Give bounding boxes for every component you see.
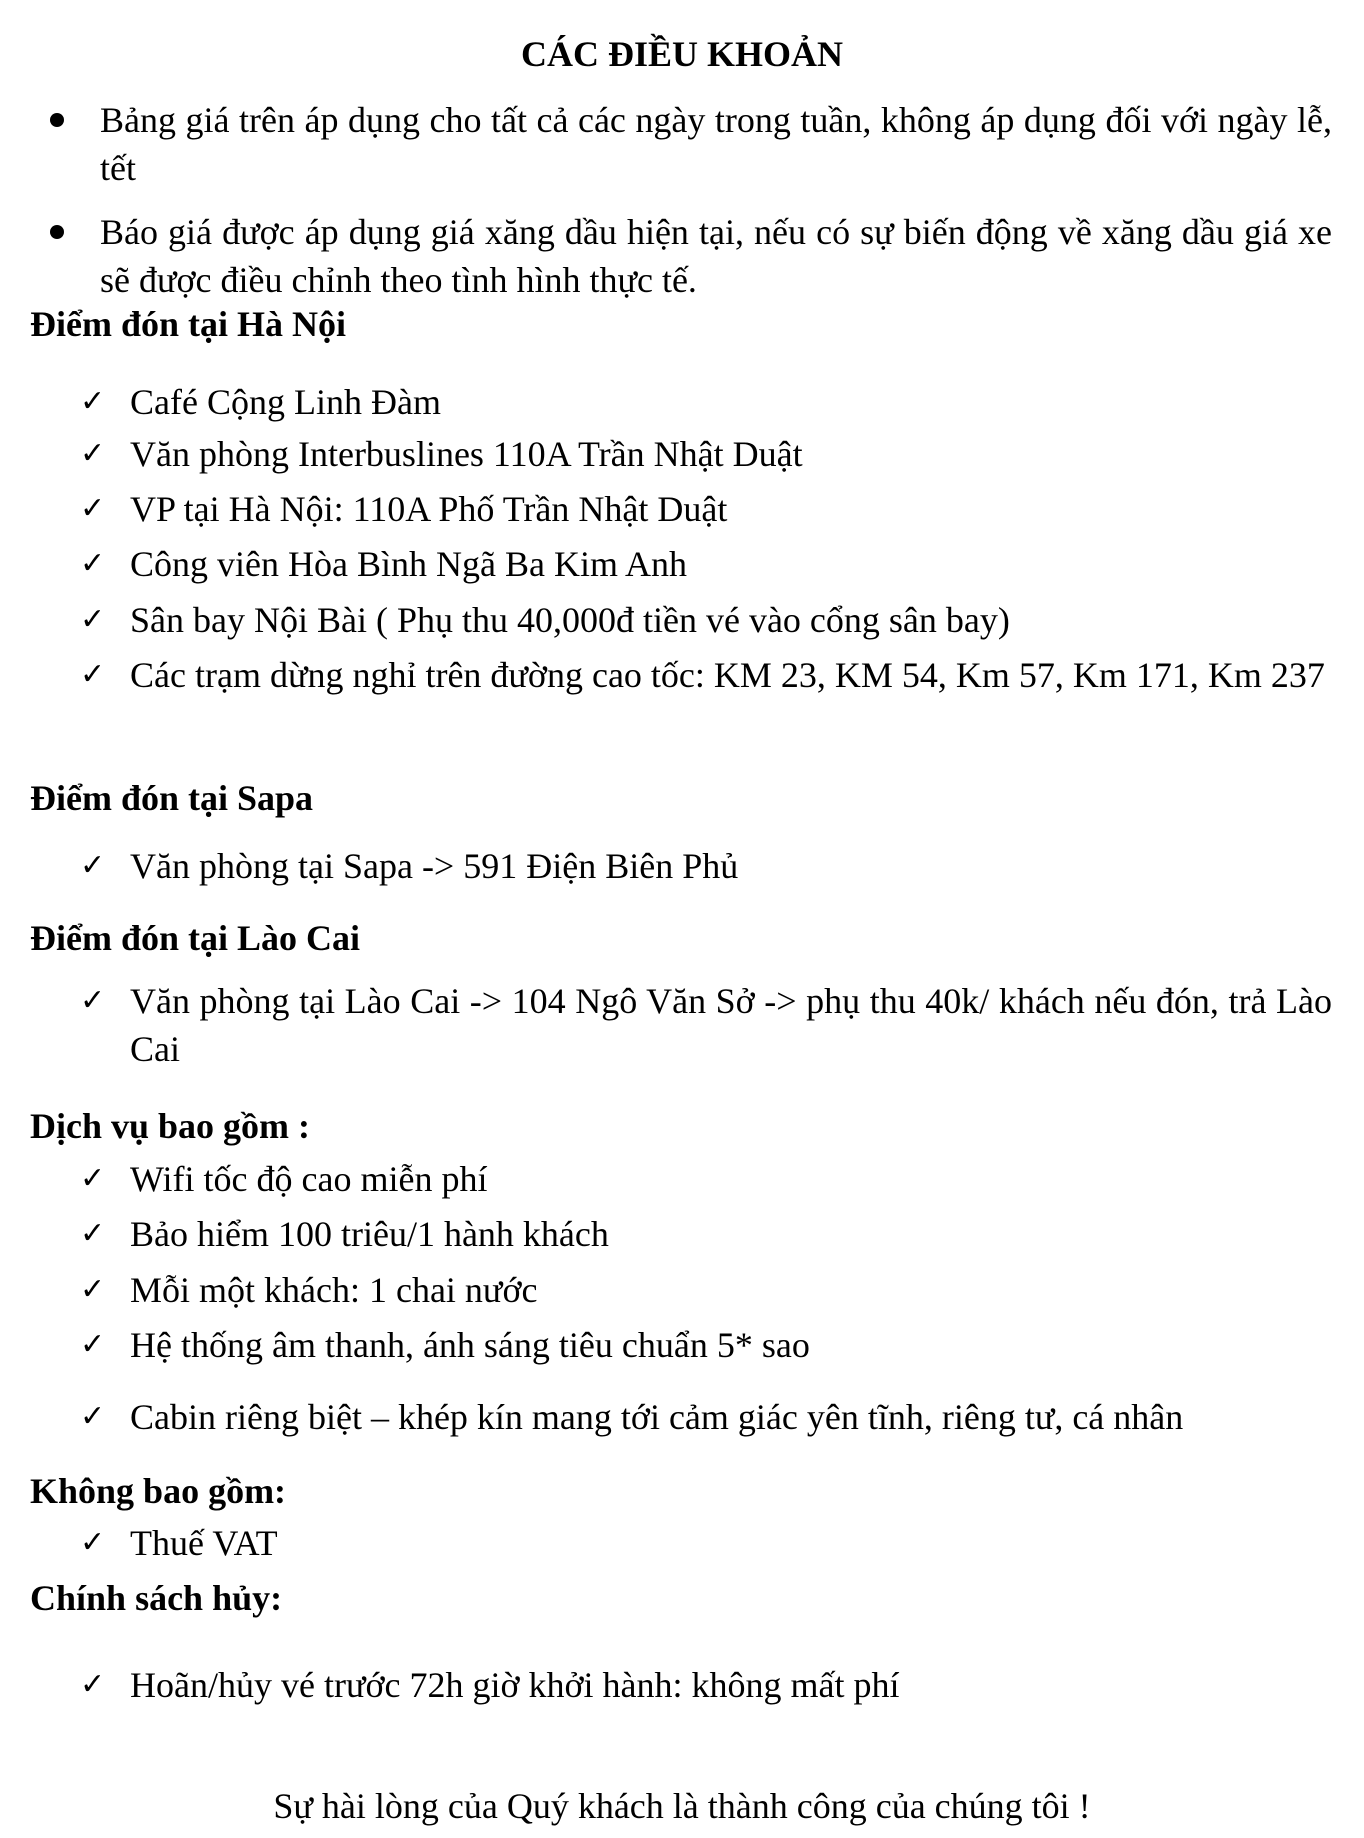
term-item: Bảng giá trên áp dụng cho tất cả các ngày trong tuần, không áp dụng đối với ngày lễ, tết: [100, 100, 1332, 188]
list-item: Các trạm dừng nghỉ trên đường cao tốc: KM 23, KM 54, Km 57, Km 171, Km 237: [130, 655, 1325, 695]
section-heading-hanoi: Điểm đón tại Hà Nội: [30, 304, 347, 344]
list-item: Văn phòng tại Sapa -> 591 Điện Biên Phủ: [130, 846, 739, 886]
list-item: Bảo hiểm 100 triêu/1 hành khách: [130, 1214, 609, 1254]
section-heading-cancellation: Chính sách hủy:: [30, 1578, 283, 1618]
check-icon: ✓: [80, 657, 106, 692]
check-icon: ✓: [80, 1161, 106, 1196]
list-item: Công viên Hòa Bình Ngã Ba Kim Anh: [130, 544, 687, 584]
check-icon: ✓: [80, 1399, 106, 1434]
check-icon: ✓: [80, 384, 106, 419]
list-item: Café Cộng Linh Đàm: [130, 382, 441, 422]
term-item: Báo giá được áp dụng giá xăng dầu hiện tại, nếu có sự biến động về xăng dầu giá xe sẽ được điều chỉnh theo tình hình thực tế.: [100, 212, 1332, 300]
check-icon: ✓: [80, 491, 106, 526]
check-icon: ✓: [80, 983, 106, 1018]
bullet-dot-icon: [50, 225, 64, 239]
list-item: Hoãn/hủy vé trước 72h giờ khởi hành: không mất phí: [130, 1665, 900, 1705]
list-item: Hệ thống âm thanh, ánh sáng tiêu chuẩn 5* sao: [130, 1325, 810, 1365]
check-icon: ✓: [80, 1327, 106, 1362]
check-icon: ✓: [80, 848, 106, 883]
check-icon: ✓: [80, 1216, 106, 1251]
list-item: Thuế VAT: [130, 1523, 278, 1563]
section-heading-sapa: Điểm đón tại Sapa: [30, 778, 314, 818]
list-item: Văn phòng tại Lào Cai -> 104 Ngô Văn Sở -> phụ thu 40k/ khách nếu đón, trả Lào Cai: [130, 981, 1332, 1069]
section-heading-laocai: Điểm đón tại Lào Cai: [30, 918, 361, 958]
check-icon: ✓: [80, 1667, 106, 1702]
check-icon: ✓: [80, 1272, 106, 1307]
check-icon: ✓: [80, 436, 106, 471]
list-item: VP tại Hà Nội: 110A Phố Trần Nhật Duật: [130, 489, 728, 529]
list-item: Văn phòng Interbuslines 110A Trần Nhật Duật: [130, 434, 803, 474]
check-icon: ✓: [80, 1525, 106, 1560]
section-heading-excluded: Không bao gồm:: [30, 1471, 287, 1511]
list-item: Wifi tốc độ cao miễn phí: [130, 1159, 488, 1199]
footer-message: Sự hài lòng của Quý khách là thành công của chúng tôi !: [273, 1786, 1091, 1826]
list-item: Mỗi một khách: 1 chai nước: [130, 1270, 538, 1310]
bullet-dot-icon: [50, 113, 64, 127]
check-icon: ✓: [80, 546, 106, 581]
check-icon: ✓: [80, 602, 106, 637]
page-title: CÁC ĐIỀU KHOẢN: [520, 34, 843, 74]
list-item: Cabin riêng biệt – khép kín mang tới cảm giác yên tĩnh, riêng tư, cá nhân: [130, 1397, 1184, 1437]
list-item: Sân bay Nội Bài ( Phụ thu 40,000đ tiền vé vào cổng sân bay): [130, 600, 1010, 640]
section-heading-included: Dịch vụ bao gồm :: [30, 1106, 311, 1146]
